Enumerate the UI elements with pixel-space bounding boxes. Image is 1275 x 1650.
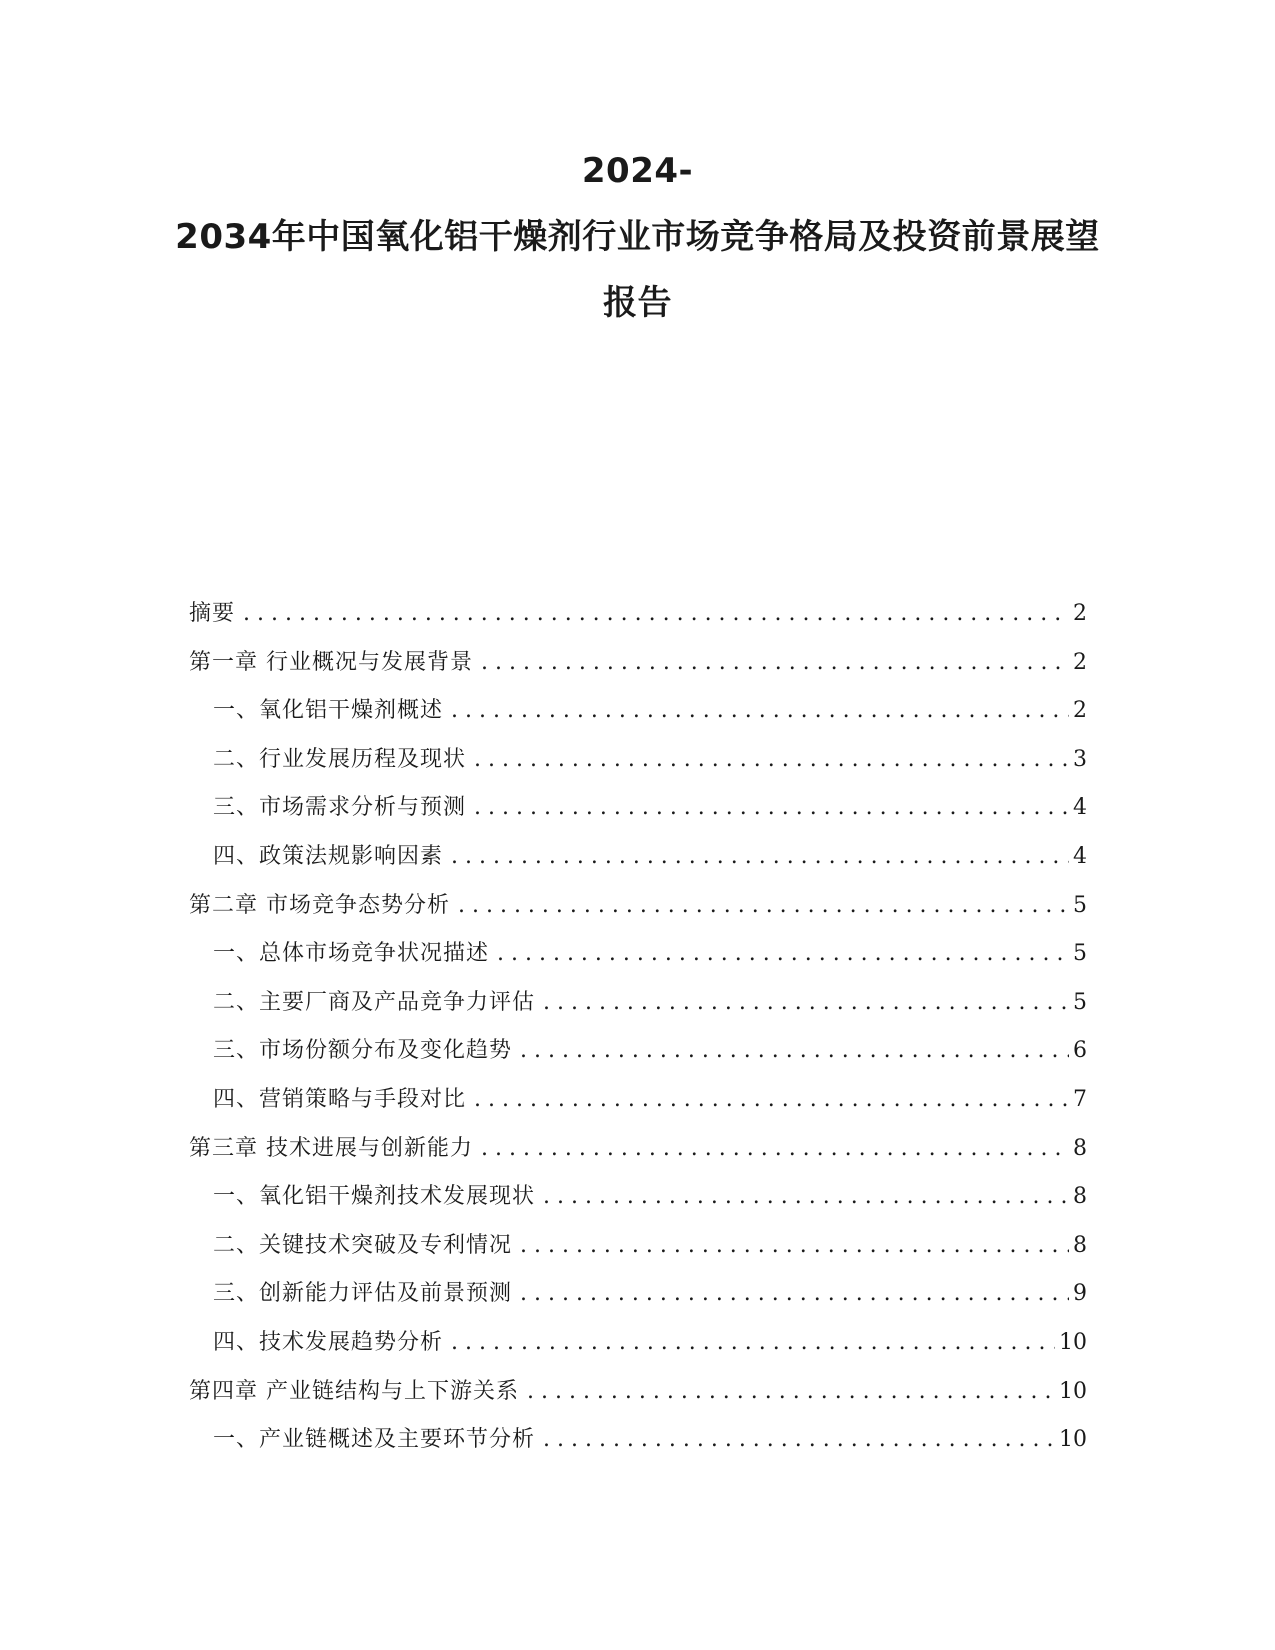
toc-entry[interactable] <box>189 940 1087 989</box>
toc-entry-page-number: 6 <box>1073 1038 1087 1064</box>
toc-entry-label: 摘要 <box>189 601 236 626</box>
toc-entry[interactable] <box>189 1037 1087 1086</box>
toc-entry[interactable] <box>189 1086 1087 1135</box>
toc-entry-label: 第一章 行业概况与发展背景 <box>189 649 473 675</box>
toc-entry-page-number: 8 <box>1073 1184 1087 1210</box>
toc-entry-label: 二、行业发展历程及现状 <box>213 746 467 772</box>
toc-entry-label: 二、关键技术突破及专利情况 <box>213 1232 513 1258</box>
toc-entry[interactable] <box>189 746 1087 795</box>
toc-entry-label: 一、产业链概述及主要环节分析 <box>213 1427 536 1453</box>
toc-dot-leader <box>481 1135 1069 1163</box>
toc-entry-label: 一、总体市场竞争状况描述 <box>213 941 490 967</box>
toc-dot-leader <box>474 1086 1069 1114</box>
toc-entry[interactable] <box>189 892 1087 941</box>
toc-entry-label: 三、市场需求分析与预测 <box>213 795 467 821</box>
toc-entry[interactable] <box>189 1183 1087 1232</box>
toc-entry[interactable] <box>189 794 1087 843</box>
toc-entry-label: 四、政策法规影响因素 <box>213 843 444 869</box>
toc-entry-page-number: 8 <box>1073 1135 1087 1161</box>
toc-entry-label: 三、市场份额分布及变化趋势 <box>213 1038 513 1064</box>
toc-entry-label: 三、创新能力评估及前景预测 <box>213 1281 513 1307</box>
toc-dot-leader <box>474 746 1069 774</box>
toc-entry-page-number: 10 <box>1059 1329 1087 1355</box>
toc-entry[interactable] <box>189 1378 1087 1427</box>
title-line-2: 2034年中国氧化铝干燥剂行业市场竞争格局及投资前景展望 <box>175 217 1100 257</box>
toc-entry-page-number: 10 <box>1059 1378 1087 1404</box>
toc-dot-leader <box>497 940 1069 968</box>
table-of-contents <box>189 600 1087 1475</box>
toc-dot-leader <box>520 1280 1069 1308</box>
toc-entry-label: 一、氧化铝干燥剂概述 <box>213 698 444 724</box>
document-title <box>0 138 1275 336</box>
toc-entry-page-number: 7 <box>1073 1086 1087 1112</box>
toc-entry-page-number: 3 <box>1073 746 1087 772</box>
title-line-1: 2024- <box>581 151 694 191</box>
toc-entry-page-number: 4 <box>1073 843 1087 869</box>
toc-dot-leader <box>451 697 1069 725</box>
toc-entry-page-number: 2 <box>1073 649 1087 675</box>
toc-entry[interactable] <box>189 1232 1087 1281</box>
toc-dot-leader <box>451 843 1069 871</box>
toc-entry[interactable] <box>189 989 1087 1038</box>
toc-entry-page-number: 4 <box>1073 795 1087 821</box>
toc-entry-label: 第二章 市场竞争态势分析 <box>189 892 450 918</box>
toc-entry[interactable] <box>189 697 1087 746</box>
toc-dot-leader <box>243 600 1069 628</box>
toc-dot-leader <box>520 1232 1069 1260</box>
toc-dot-leader <box>520 1037 1069 1065</box>
toc-entry-label: 一、氧化铝干燥剂技术发展现状 <box>213 1184 536 1210</box>
toc-entry[interactable] <box>189 1426 1087 1475</box>
toc-entry[interactable] <box>189 1280 1087 1329</box>
toc-entry-label: 第三章 技术进展与创新能力 <box>189 1135 473 1161</box>
toc-dot-leader <box>451 1329 1055 1357</box>
toc-entry[interactable] <box>189 1135 1087 1184</box>
toc-entry-page-number: 9 <box>1073 1281 1087 1307</box>
toc-entry[interactable] <box>189 1329 1087 1378</box>
toc-entry-page-number: 5 <box>1073 989 1087 1015</box>
toc-entry-page-number: 5 <box>1073 941 1087 967</box>
toc-dot-leader <box>458 892 1069 920</box>
toc-dot-leader <box>474 794 1069 822</box>
toc-entry-page-number: 2 <box>1073 698 1087 724</box>
toc-entry-label: 二、主要厂商及产品竞争力评估 <box>213 989 536 1015</box>
toc-entry-page-number: 8 <box>1073 1232 1087 1258</box>
toc-entry-label: 四、技术发展趋势分析 <box>213 1329 444 1355</box>
title-line-3: 报告 <box>603 283 672 323</box>
toc-dot-leader <box>543 1426 1055 1454</box>
toc-entry[interactable] <box>189 600 1087 649</box>
toc-dot-leader <box>481 649 1069 677</box>
toc-entry-label: 四、营销策略与手段对比 <box>213 1086 467 1112</box>
toc-dot-leader <box>543 989 1069 1017</box>
toc-dot-leader <box>527 1378 1055 1406</box>
toc-entry-label: 第四章 产业链结构与上下游关系 <box>189 1378 519 1404</box>
toc-entry-page-number: 5 <box>1073 892 1087 918</box>
toc-entry-page-number: 2 <box>1073 601 1087 626</box>
toc-dot-leader <box>543 1183 1069 1211</box>
toc-entry[interactable] <box>189 649 1087 698</box>
toc-entry[interactable] <box>189 843 1087 892</box>
toc-entry-page-number: 10 <box>1059 1427 1087 1453</box>
